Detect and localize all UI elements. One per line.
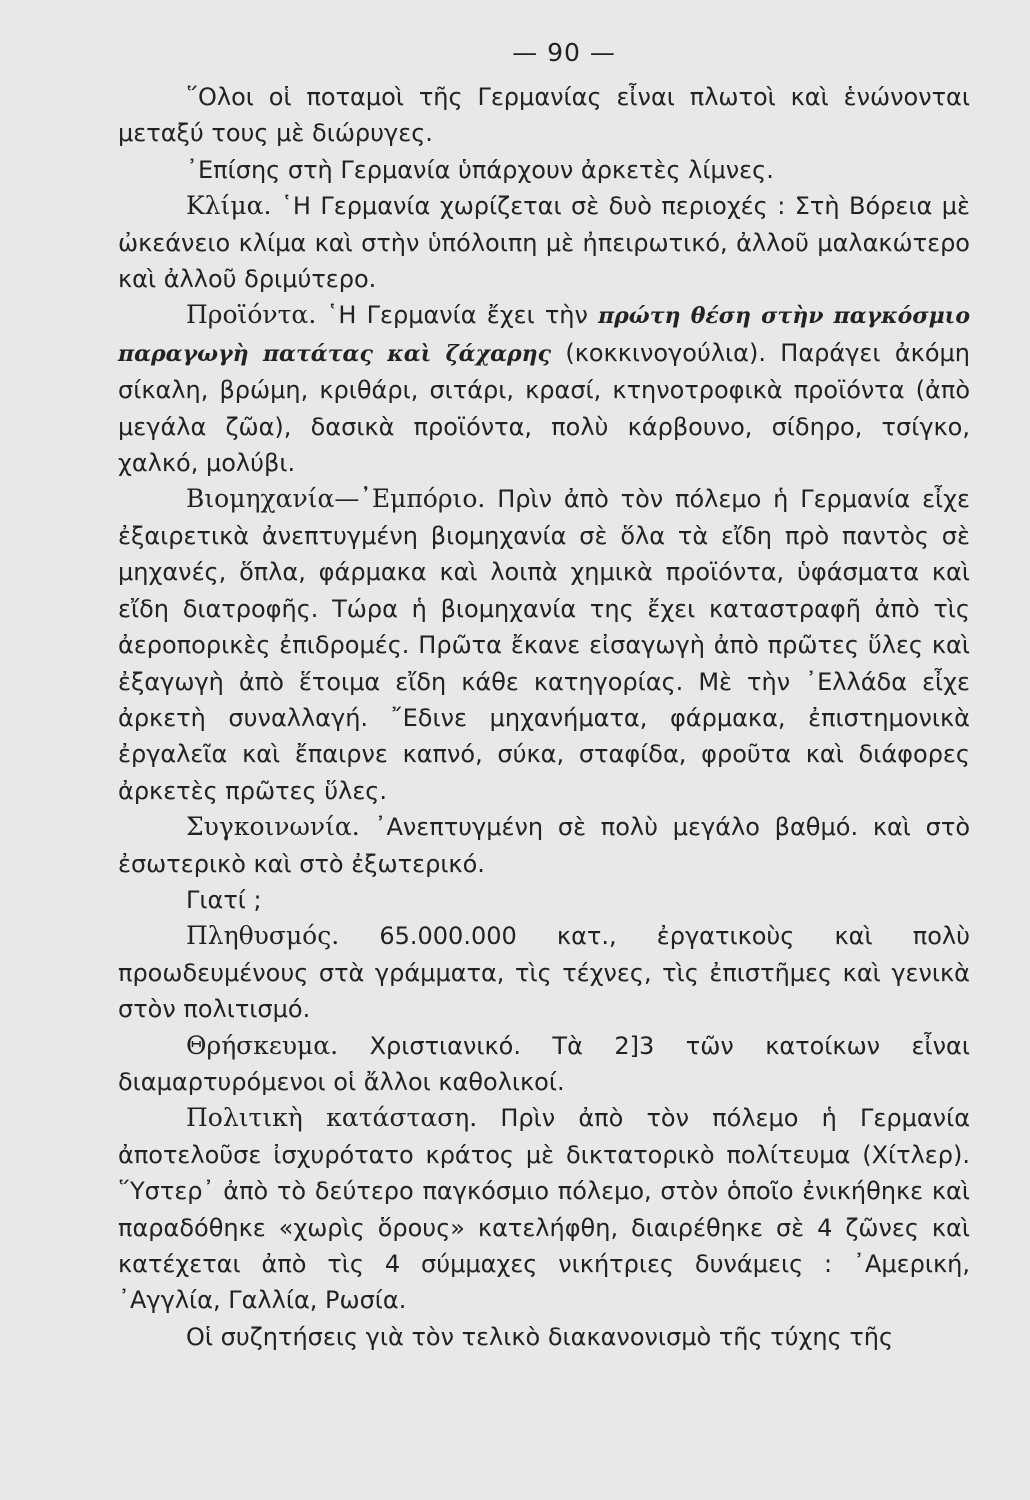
- products-text-b: (κοκκινογούλια). Παράγει ἀκόμη σίκαλη, βρώμη, κριθάρι, σιτάρι, κρασί, κτηνοτροφικὰ προϊόντα (ἀπὸ μεγάλα ζῶα), δασικὰ προϊόντα, πολὺ κάρβουνο, σίδηρο, τσίγκο, χαλκό, μολύβι.: [118, 338, 970, 478]
- paragraph-religion: [118, 1028, 970, 1101]
- paragraph-political-situation: [118, 1100, 970, 1318]
- heading-industry-trade: Βιομηχανία—᾽Εμπόριο.: [186, 484, 486, 514]
- climate-text: ῾Η Γερμανία χωρίζεται σὲ δυὸ περιοχές : Στὴ Βόρεια μὲ ὠκεάνειο κλίμα καὶ στὴν ὑπόλοιπη μὲ ἠπειρωτικό, ἀλλοῦ μαλακώτερο καὶ ἀλλοῦ δριμύτερο.: [118, 192, 970, 294]
- paragraph-discussions: Οἱ συζητήσεις γιὰ τὸν τελικὸ διακανονισμὸ τῆς τύχης τῆς: [186, 1322, 894, 1351]
- paragraph-communication: [118, 809, 970, 882]
- population-text: 65.000.000 κατ., ἐργατικοὺς καὶ πολὺ προωδευμένους στὰ γράμματα, τὶς τέχνες, τὶς ἐπιστῆμες καὶ γενικὰ στὸν πολιτισμό.: [118, 922, 970, 1024]
- political-situation-text: Πρὶν ἀπὸ τὸν πόλεμο ἡ Γερμανία ἀποτελοῦσε ἰσχυρότατο κράτος μὲ δικτατορικὸ πολίτευμα (Χίτλερ). ῞Υστερ᾽ ἀπὸ τὸ δεύτερο παγκόσμιο πόλεμο, στὸν ὁποῖο ἐνικήθηκε καὶ παραδόθηκε «χωρὶς ὅρους» κατελήφθη, διαιρέθηκε σὲ 4 ζῶνες καὶ κατέχεται ἀπὸ τὶς 4 σύμμαχες νικήτριες δυνάμεις : ᾽Αμερική, ᾽Αγγλία, Γαλλία, Ρωσία.: [118, 1104, 971, 1315]
- heading-products: Προϊόντα.: [186, 300, 317, 330]
- paragraph-population: [118, 918, 970, 1027]
- paragraph-industry-trade: [118, 481, 970, 809]
- products-emphasis: πρώτη θέση στὴν παγκόσμιο παραγωγὴ πατάτας καὶ ζάχαρης: [118, 303, 971, 367]
- industry-trade-text: Πρὶν ἀπὸ τὸν πόλεμο ἡ Γερμανία εἶχε ἐξαιρετικὰ ἀνεπτυγμένη βιομηχανία σὲ ὅλα τὰ εἴδη πρὸ παντὸς σὲ μηχανές, ὅπλα, φάρμακα καὶ λοιπὰ χημικὰ προϊόντα, ὑφάσματα καὶ εἴδη διατροφῆς. Τώρα ἡ βιομηχανία της ἔχει καταστραφῆ ἀπὸ τὶς ἀεροπορικὲς ἐπιδρομές. Πρῶτα ἔκανε εἰσαγωγὴ ἀπὸ πρῶτες ὕλες καὶ ἐξαγωγὴ ἀπὸ ἕτοιμα εἴδη κάθε κατηγορίας. Μὲ τὴν ᾽Ελλάδα εἶχε ἀρκετὴ συναλλαγή. ῎Εδινε μηχανήματα, φάρμακα, ἐπιστημονικὰ ἐργαλεῖα καὶ ἔπαιρνε καπνό, σύκα, σταφίδα, φροῦτα καὶ διάφορες ἀρκετὲς πρῶτες ὕλες.: [118, 485, 970, 805]
- heading-population: Πληθυσμός.: [186, 921, 340, 951]
- heading-climate: Κλίμα.: [186, 191, 272, 221]
- heading-political-situation: Πολιτικὴ κατάσταση.: [186, 1103, 478, 1133]
- paragraph-why: Γιατί ;: [186, 885, 262, 914]
- products-text-a: ῾Η Γερμανία ἔχει τὴν: [316, 301, 599, 330]
- paragraph-rivers: ῞Ολοι οἱ ποταμοὶ τῆς Γερμανίας εἶναι πλωτοὶ καὶ ἑνώνονται μεταξύ τους μὲ διώρυγες.: [118, 83, 970, 148]
- paragraph-lakes: ᾽Επίσης στὴ Γερμανία ὑπάρχουν ἀρκετὲς λίμνες.: [186, 155, 774, 184]
- page: [118, 30, 970, 1355]
- communication-text: ᾽Ανεπτυγμένη σὲ πολὺ μεγάλο βαθμό. καὶ στὸ ἐσωτερικὸ καὶ στὸ ἐξωτερικό.: [118, 813, 970, 878]
- page-number: — 90 —: [512, 38, 616, 67]
- religion-text: Χριστιανικό. Τὰ 2]3 τῶν κατοίκων εἶναι διαμαρτυρόμενοι οἱ ἄλλοι καθολικοί.: [118, 1031, 970, 1096]
- heading-religion: Θρήσκευμα.: [186, 1030, 339, 1060]
- heading-communication: Συγκοινωνία.: [186, 812, 360, 842]
- paragraph-climate: [118, 188, 970, 297]
- paragraph-products: [118, 297, 970, 481]
